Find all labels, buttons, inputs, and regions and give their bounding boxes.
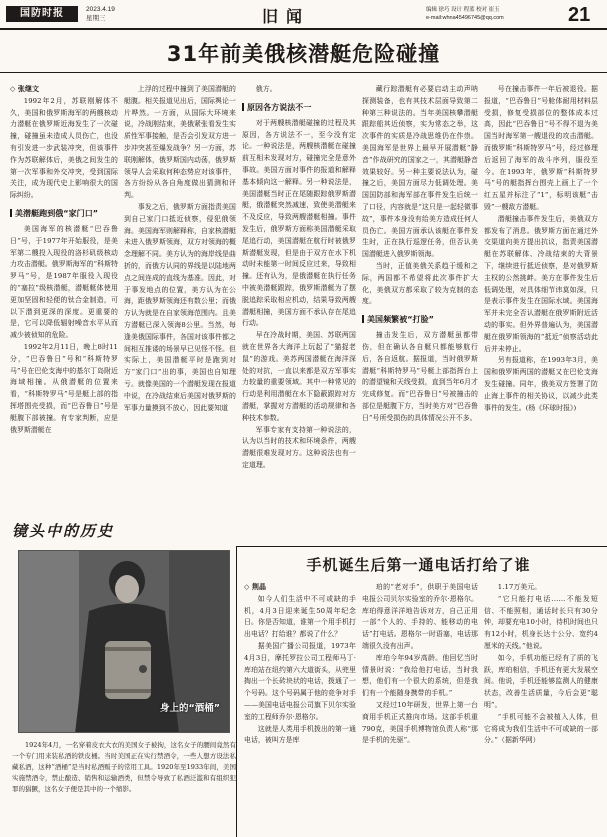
paragraph: 1924年4月，一名穿着皮衣大衣的美国女子被拘，这名女子的腰间竟然有一个专门用来装私酒的铁皮桶。当时美国正在实行禁酒令，一些人想方设法私藏私酒，这种“酒桶”是当时私酒贩子的常用工具。1920年至1933年间，美国实施禁酒令，禁止酿造、销售和运输酒类，但禁令导致了私酒泛滥和有组织犯罪的猖獗，这名女子便是其中的一个缩影。 bbox=[12, 741, 236, 793]
article-column-3 bbox=[242, 84, 356, 544]
paragraph: 上浮的过程中撞到了美国潜艇的艇腹。相关报道见出后，国际舆论一片哗然。一方面，从国际大环境来说，冷战刚结束，美俄紧张看发生实质性军事接触，是否会引发双方进一步冲突甚至爆发战争？另一方面，苏联刚解体，俄罗斯国内动荡，俄罗斯领导人会采取何种态势应对该事件，各方纷纷从各自角度做出猜测和评判。 bbox=[124, 85, 236, 200]
subheading: 美国频繁被“打脸” bbox=[362, 314, 478, 326]
article2-byline: ◇ 荆晶 bbox=[244, 583, 267, 591]
paragraph: 当时，正值美俄关系趋于缓和之际，两国都不希望将此次事件扩大化，美俄双方都采取了较为克制的态度。 bbox=[362, 261, 478, 306]
photo-caption: 身上的“酒桶” bbox=[160, 703, 220, 714]
paragraph: 藏行踪潜艇有必要启动主动声呐探测装备，也有其技术层面导致第二种第三种说法的。当年美国核攀潜艇跟踪船其近侦察，实为常态之举，这次事件的实质是冷战思维仍在作祟。美国海军是世界上最早开展潜艇“静音”作战研究的国家之一，其潜艇静音效果较好。另一种主要说法认为，碰撞之后，美国方面尽力低调处理。美国国防部和海军部在事件发生后统一了口径，内容就是“这只是一起轻微事故”，事件本身没有给美方造成任何人员伤亡。美国方面承认该艇在事件发生时，正在执行巡逻任务，但否认美国潜艇进入俄罗斯领海。 bbox=[362, 85, 478, 259]
article-column-1 bbox=[10, 84, 118, 524]
masthead-rule bbox=[0, 28, 607, 30]
paragraph: 如今人们生活中不可或缺的手机，4月3日迎来诞生50周年纪念日。你是否知道，谁第一个用手机打出电话？打给谁？都说了什么？ bbox=[244, 594, 356, 639]
article2-column-2 bbox=[362, 582, 478, 832]
issue-date: 2023.4.19 bbox=[86, 6, 115, 13]
article-headline: 31年前美俄核潜艇危险碰撞 bbox=[166, 42, 441, 66]
article-column-2 bbox=[124, 84, 236, 544]
paragraph: 潜艇撞击事件发生后，美俄双方都发布了消息。俄罗斯方面在通过外交渠道向美方提出抗议，指责美国潜艇在苏联解体、冷战结束的大背景下，继续进行抵近侦察，是对俄罗斯主权的公然挑衅。美方在事件发生后低调处理，对具体细节讳莫如深，只是表示事件发生在国际水域。美国海军并未完全否认潜艇在俄罗斯附近活动的事实。但外界普遍认为，美国潜艇在俄罗斯领海的“抵近”侦察活动此后并未停止。 bbox=[484, 214, 598, 353]
article2-headline: 手机诞生后第一通电话打给了谁 bbox=[306, 556, 531, 574]
paragraph: 号在撞击事件一年后被退役。据报道，“巴吞鲁日”号舱体耐用材料层受损，修复受损部位的整体成本过高，因此“巴吞鲁日”号不得不退为美国当时海军第一艘退役的攻击潜艇。而俄罗斯“科斯特罗马”号，经过修理后返回了海军的战斗序列，服役至今。在1993年，俄罗斯“科斯特罗马”号的艇指挥台围壳上画上了一个红五星并标注了“1”，标明该艇“击毁”一艘敌方潜艇。 bbox=[484, 85, 598, 211]
contact-email: e-mail:whna45496745@qq.com bbox=[426, 15, 504, 21]
paragraph: 据美国广播公司报道，1973年4月3日，摩托罗拉公司工程师马丁·库珀站在纽约第六大道街头，从兜里掏出一个长砖块状的电话，拨通了一个号码。这个号码属于他的竞争对手——美国电话电报公司旗下贝尔实验室的工程师乔尔·恩格尔。 bbox=[244, 641, 356, 721]
paragraph: 撞击发生后，双方潜艇虽都带伤，但在确认各自艇只都能够航行后，各自返航。据报道，当时俄罗斯潜艇“科斯特罗马”号艇上部指挥台上的潜望镜和天线受损，直到当年6月才完成修复。而“巴吞鲁日”号被撞击的部位是艇腹下方，当时美方对“巴吞鲁日”号所受损伤的具体情况公开不多。 bbox=[362, 331, 478, 422]
headline-rule bbox=[0, 72, 607, 73]
paragraph: 1992年2月，苏联刚解体不久，美国和俄罗斯海军的两艘核动力潜艇在俄罗斯近海发生了一次碰撞，碰撞虽未造成人员伤亡，也没有引发进一步武装冲突，但该事件作为苏联解体后，美俄之间发生的第一次军事和外交冲突，受到国际关注，成为现代史上影响很大的国际纠纷。 bbox=[10, 96, 118, 200]
newspaper-logo: 国防时报 bbox=[6, 6, 78, 22]
paragraph: 如今，手机功能已经有了质的飞跃，库珀相信，手机还有更大发展空间。他说，手机还能够监测人的健康状态，改善生活质量，今后会更“聪明”。 bbox=[484, 653, 598, 709]
paragraph: “它只能打电话……不能发短信、不能照相，通话时长只有30分钟，却要充电10小时，待机时间也只有12小时，机身长达十公分、宽约4厘米的天线。”他说。 bbox=[484, 594, 598, 650]
paragraph: 俄方。 bbox=[255, 85, 277, 93]
paragraph: 这就是人类用手机拨出的第一通电话，被叫方是库 bbox=[244, 724, 356, 745]
subheading: 美潜艇跑到俄“家门口” bbox=[10, 208, 118, 220]
paragraph: 军事专家有支持第一种说法的，认为以当时的技术和环境条件，两艘潜艇很难发现对方。这种说法也有一定道理。 bbox=[242, 425, 356, 469]
issue-date-block bbox=[86, 5, 115, 23]
article2-column-3 bbox=[484, 582, 598, 832]
article-column-4 bbox=[362, 84, 478, 544]
column-divider bbox=[236, 546, 237, 837]
issue-weekday: 星期三 bbox=[86, 15, 106, 22]
paragraph: 对于两艘核潜艇碰撞的过程及其原因，各方说法不一，至今没有定论。一种说法是，两艘核潜艇在碰撞前互相未发现对方，碰撞完全是意外事故。美国方面对事件的报道和解释基本倾向这一解释。另一种说法是，美国潜艇当时正在尾随跟踪俄罗斯潜艇，俄潜艇突然减速，致使美潜艇来不及反应，导致两艘潜艇相撞。事件发生后，俄罗斯方面称美国潜艇采取尾追行动，美国潜艇在航行时被俄罗斯潜艇发现，但是由于双方在水下机动时未能第一时间反应过来，导致相撞。还有认为，是俄潜艇在执行任务中被美潜艇跟踪，俄罗斯潜艇为了摆脱追踪采取相应机动，结果导致两艘潜艇相撞，美国方面不承认存在尾追行动。 bbox=[242, 118, 356, 328]
paragraph: 美国海军的核潜艇“巴吞鲁日”号，于1977年开始服役，是美军第二艘投入现役的洛杉矶级核动力攻击潜艇。俄罗斯海军的“科斯特罗马”号，是1987年服役入现役的“塞拉”级核潜艇，潜艇艇体使用更加坚固和轻便的钛合金制造，可以下潜到更深的深度。更重要的是，它可以降低辐射噪音水平从而减少被侦知的危险。 bbox=[10, 224, 118, 340]
paragraph: “手机可能不会被植入人体，但它将成为我们生活中不可或缺的一部分。”（据新华网） bbox=[484, 712, 598, 745]
masthead bbox=[0, 0, 607, 30]
paragraph: 事发之后，俄罗斯方面指责美国到自己家门口抵近侦察，侵犯俄领海。美国海军则解释称，自家核潜艇未进入俄罗斯领海，双方对领海的概念理解不同。美方认为的海岸线是曲折的，而俄方认同的界线是以陆地两点之间连成的直线为基准。因此，对于事发地点的位置，美方认为在公海，距俄罗斯领海还有数公里；而俄方认为就是在自家领海范围内。且美方潜艇已深入领海8公里。当然，每逢美俄国际事件，各国对该事件都之间相互推诿的场景早已见怪不怪。但实际上，美国潜艇平时是跑到对方“家门口”出的事，美国也自知理亏。就像美国的一个潜艇发现在报道中说，在冷战结束后美国对俄罗斯的军事力量摸到不放心，因此要知道 bbox=[124, 202, 236, 412]
page-number: 21 bbox=[568, 4, 591, 26]
paragraph: 1.17万美元。 bbox=[497, 583, 542, 591]
section-rule bbox=[236, 546, 607, 547]
photo-feature-title: 镜头中的历史 bbox=[12, 522, 115, 540]
article-column-5 bbox=[484, 84, 598, 544]
article-byline: ◇ 张继文 bbox=[10, 85, 40, 93]
editor-names: 编辑 徐巧 设计 程蓝 校对 崔玉 bbox=[426, 7, 500, 13]
photo-description bbox=[12, 740, 236, 795]
paragraph: 早在冷战时期，美国、苏联两国就在世界各大海洋上玩起了“猫捉老鼠”的游戏。美苏两国潜艇在海洋深处的对抗，一直以来都是双方军事实力较量的重要领域。其中一种常见的行动是利用潜艇在水下隐蔽跟踪对方潜艇，掌握对方潜艇的活动规律和各种技术参数。 bbox=[242, 331, 356, 422]
paragraph: 1992年2月11日，晚上8时11分，“巴吞鲁日”号和“科斯特罗马”号在巴伦支海中的基尔丁岛附近海域相撞。从俄潜艇的位置来看，“科斯特罗马”号是艇上部的指挥塔围壳受损，而“巴吞鲁日”号是艇腹下部被撞。有专家判断，应是俄罗斯潜艇在 bbox=[10, 342, 118, 434]
paragraph: 珀的“老对手”，供职于美国电话电报公司贝尔实验室的乔尔·恩格尔。库珀得意洋洋地告诉对方，自己正用一部“个人的、手持的、能移动的电话”打电话。恩格尔一时语塞，电话那端很久没有出声。 bbox=[362, 583, 478, 650]
paragraph: 又经过10年研发，世界上第一台商用手机正式推向市场。这部手机重790克，美国手机博物馆负责人称“那是手机的先驱”。 bbox=[362, 700, 478, 745]
section-title: 旧闻 bbox=[262, 7, 311, 26]
paragraph: 另有报道称，在1993年3月，美国和俄罗斯两国的潜艇又在巴伦支海发生碰撞。同年，俄美双方签署了防止海上事件的相关协议，以减少此类事件的发生。(杨《环球时报》) bbox=[484, 356, 598, 412]
paragraph: 库珀今年94岁高龄。他回忆当时情景时说：“我给他打电话，当时我想，他们有一个很大的系统，但是我们有一个能随身携带的手机。” bbox=[362, 653, 478, 698]
subheading: 原因各方说法不一 bbox=[242, 102, 356, 114]
article2-column-1 bbox=[244, 582, 356, 832]
editor-credits bbox=[426, 6, 504, 22]
